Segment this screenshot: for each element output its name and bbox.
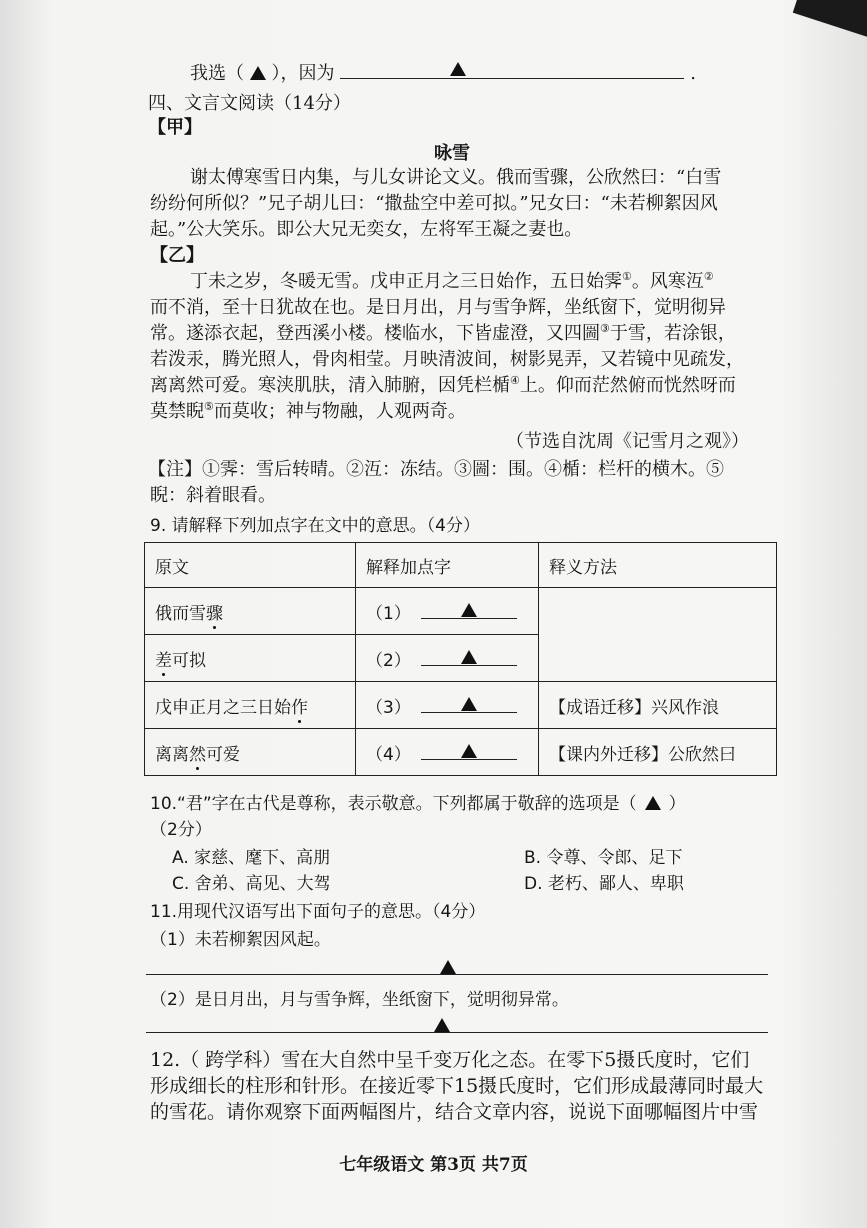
passage-b-line: 而不消，至十日犹故在也。是日月出，月与雪争辉，坐纸窗下，觉明彻异 [150,297,726,318]
page-footer: 七年级语文 第3页 共7页 [339,1155,528,1175]
answer-triangle-icon [440,960,456,974]
table-cell-method [539,588,777,682]
table-cell-original: 离离然可爱 [145,729,356,776]
question-11-sub: （2）是日月出，月与雪争辉，坐纸窗下，觉明彻异常。 [150,990,569,1010]
option-b[interactable]: B. 令尊、令郎、足下 [524,848,683,868]
passage-b-line: 离离然可爱。寒浃肌肤，清入肺腑，因凭栏楯④上。仰而茫然俯而恍然呀而 [150,374,736,396]
passage-b-line: 莫禁睨⑤而莫收；神与物融，人观两奇。 [150,400,466,422]
table-row [145,588,777,635]
question-12: 的雪花。请你观察下面两幅图片，结合文章内容，说说下面哪幅图片中雪 [150,1101,759,1123]
option-c[interactable]: C. 舍弟、高见、大驾 [172,874,331,894]
answer-triangle-icon [434,1018,450,1032]
question-11-sub: （1）未若柳絮因风起。 [150,930,331,950]
table-row [145,682,777,729]
answer-triangle-icon [250,66,266,80]
passage-b-line: 常。遂添衣起，登西溪小楼。楼临水，下皆虚澄，又四圌③于雪，若涂银， [150,322,736,344]
notes: 睨：斜着眼看。 [150,485,276,506]
passage-a-line: 起。”公大笑乐。即公大兄无奕女，左将军王凝之妻也。 [150,219,583,240]
question-12: 形成细长的柱形和针形。在接近零下15摄氏度时，它们形成最薄同时最大 [150,1075,764,1097]
table-cell-method: 【课内外迁移】公欣然曰 [539,729,777,776]
passage-b-source: （节选自沈周《记雪月之观》） [506,431,749,452]
passage-a-line: 谢太傅寒雪日内集，与儿女讲论文义。俄而雪骤，公欣然曰：“白雪 [190,167,722,188]
table-header: 原文 [145,543,356,588]
table-cell-original: 差可拟 [145,635,356,682]
question-10-score: （2分） [150,820,212,840]
table-cell-answer[interactable]: （2） [356,635,539,682]
question-11: 11.用现代汉语写出下面句子的意思。（4分） [150,902,486,922]
option-d[interactable]: D. 老朽、鄙人、卑职 [524,874,684,894]
prev-prefix: 我选（ [190,63,250,84]
answer-line[interactable] [146,1032,768,1033]
table-cell-original: 俄而雪骤 [145,588,356,635]
passage-b-line: 丁未之岁，冬暖无雪。戊申正月之三日始作，五日始霁①。风寒沍② [190,270,714,292]
question-12: 12.（ 跨学科）雪在大自然中呈千变万化之态。在零下5摄氏度时，它们 [150,1049,750,1071]
answer-triangle-icon [450,62,466,76]
table-row [145,729,777,776]
table-cell-answer[interactable]: （1） [356,588,539,635]
scan-corner-shadow [793,0,867,37]
passage-a-title: 咏雪 [434,143,470,164]
answer-triangle-icon[interactable] [645,796,661,810]
option-a[interactable]: A. 家慈、麾下、高朋 [172,848,331,868]
passage-a-line: 纷纷何所似？”兄子胡儿曰：“撒盐空中差可拟。”兄女曰：“未若柳絮因风 [150,193,718,214]
table-cell-answer[interactable]: （4） [356,729,539,776]
table-header-row [145,543,777,588]
table-cell-original: 戊申正月之三日始作 [145,682,356,729]
passage-a-label: 【甲】 [148,117,202,138]
passage-b-line: 若泼汞，腾光照人，骨肉相莹。月映清波间，树影晃弄，又若镜中见疏发， [150,349,744,370]
previous-answer-line [190,62,696,86]
section-heading: 四、文言文阅读（14分） [148,93,351,114]
prev-end: . [690,63,696,84]
answer-blank[interactable] [340,64,684,79]
gloss-table [144,542,777,776]
question-10: 10.“君”字在古代是尊称，表示敬意。下列都属于敬辞的选项是（ ） [150,794,686,814]
table-header: 解释加点字 [356,543,539,588]
prev-mid: ），因为 [265,63,341,84]
table-cell-method: 【成语迁移】兴风作浪 [539,682,777,729]
question-9: 9. 请解释下列加点字在文中的意思。（4分） [150,516,480,536]
passage-b-label: 【乙】 [150,245,204,266]
notes: 【注】①霁：雪后转晴。②沍：冻结。③圌：围。④楯：栏杆的横木。⑤ [148,459,724,480]
answer-line[interactable] [146,974,768,975]
table-cell-answer[interactable]: （3） [356,682,539,729]
table-header: 释义方法 [539,543,777,588]
